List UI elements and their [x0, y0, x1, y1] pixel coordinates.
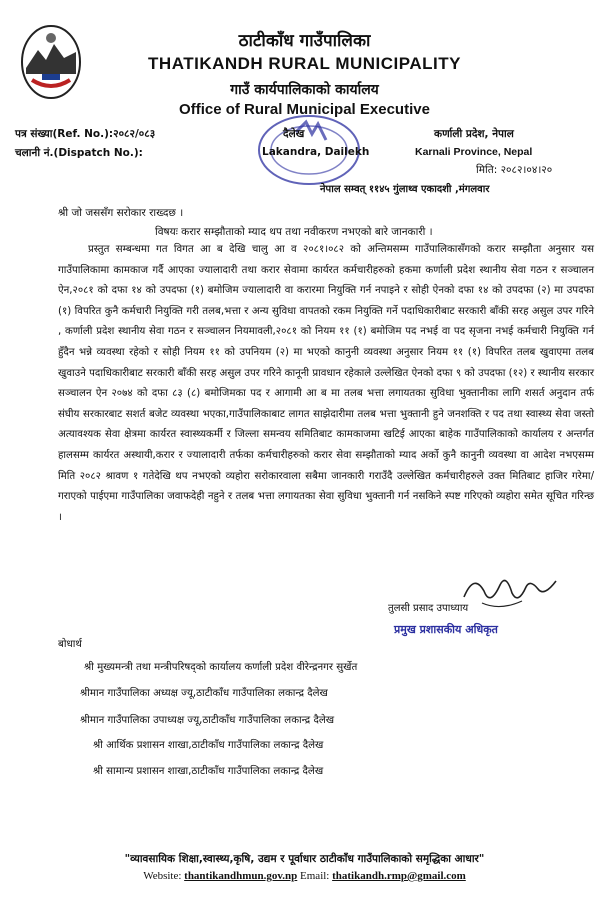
email-link[interactable]: thatikandh.rmp@gmail.com: [332, 870, 466, 882]
office-location-np: दैलेख: [283, 128, 305, 140]
nepal-samvat-date: नेपाल सम्वत् ११४५ गुंलाथ्व एकादशी ,मंगलवार: [320, 184, 490, 195]
province-en: Karnali Province, Nepal: [415, 146, 533, 158]
signatory-title: प्रमुख प्रशासकीय अधिकृत: [394, 623, 498, 636]
website-link[interactable]: thantikandhmun.gov.np: [184, 870, 298, 882]
municipality-name-np: ठाटीकाँध गाउँपालिका: [238, 31, 371, 51]
office-name-np: गाउँ कार्यपालिकाको कार्यालय: [230, 82, 379, 98]
office-location-en: Lakandra, Dailekh: [262, 146, 370, 158]
cc-item: श्री मुख्यमन्त्री तथा मन्त्रीपरिषद्को कार्यालय कर्णाली प्रदेश वीरेन्द्रनगर सुर्खेत: [84, 662, 358, 673]
cc-heading: बोधार्थ: [58, 639, 82, 650]
office-name-en: Office of Rural Municipal Executive: [179, 101, 430, 118]
letter-date: मिति: २०८२।०४।२०: [476, 164, 553, 176]
subject-line: विषयः करार सम्झौताको म्याद थप तथा नवीकरण नभएको बारे जानकारी ।: [155, 226, 433, 238]
recipient: श्री जो जससँग सरोकार राख्दछ ।: [58, 207, 184, 219]
website-label: Website:: [143, 870, 182, 882]
signatory-name: तुलसी प्रसाद उपाध्याय: [388, 603, 469, 614]
footer-contact: [0, 870, 609, 882]
dispatch-label: चलानी नं.(Dispatch No.):: [15, 147, 143, 159]
footer-slogan: "व्यावसायिक शिक्षा,स्वास्थ्य,कृषि, उद्यम र पूर्वाधार ठाटीकाँध गाउँपालिकाको समृद्धिका आधार": [124, 853, 485, 865]
cc-item: श्री आर्थिक प्रशासन शाखा,ठाटीकाँध गाउँपालिका लकान्द्र दैलेख: [93, 740, 324, 751]
cc-item: श्रीमान गाउँपालिका उपाध्यक्ष ज्यू,ठाटीकाँध गाउँपालिका लकान्द्र दैलेख: [80, 715, 335, 726]
municipality-name-en: THATIKANDH RURAL MUNICIPALITY: [148, 54, 461, 73]
email-label: Email:: [300, 870, 330, 882]
handwritten-signature-icon: [460, 567, 560, 613]
ref-no: [15, 127, 155, 141]
province-np: कर्णाली प्रदेश, नेपाल: [434, 128, 514, 140]
cc-item: श्री सामान्य प्रशासन शाखा,ठाटीकाँध गाउँपालिका लकान्द्र दैलेख: [93, 766, 324, 777]
letter-body: प्रस्तुत सम्बन्धमा गत विगत आ ब देखि चालु आ व २०८१।०८२ को अन्तिमसम्म गाउँपालिकासँगको करार सम्झौता अनुसार यस गाउँपालिकामा कामकाज गर्दै आएका ज्यालादारी तथा करार सेवामा कार्यरत कर्मचारीहरुको हकमा कर्णाली प्रदेश स्थानीय सेवा गठन र सञ्चालन ऐन,२०८१ को दफा १४ को उपदफा (१) बमोजिम ज्यालादारी वा करारमा नियुक्ति गर्न नपाइने र सोही ऐनको दफा १४ को उपदफा (२) मा उपदफा (१) विपरित कुनै कर्मचारी नियुक्ति गरी तलब,भत्ता र अन्य सुविधा वापतको रकम नियुक्ति गर्ने पदाधिकारीबाट सरकारी बाँकी सरह असुल उपर गरिने , कर्णाली प्रदेश स्थानीय सेवा गठन र सञ्चालन नियमावली,२०८१ को नियम ११ (१) बमोजिम पद नभई वा पद सृजना नभई कर्मचारी नियुक्ति गर्न हुँदैन भन्ने व्यवस्था रहेको र सोही नियम ११ को उपनियम (२) मा भएको कानुनी व्यवस्था अनुसार नियम ११ (१) विपरित तलब खुवाएमा तलब खुवाउने पदाधिकारीबाट सरकारी बाँकी सरह असुल उपर गरिने कानूनी प्रावधान रहेकाले उल्लेखित ऐनको दफा ९ को उपदफा (१२) र स्थानीय सरकार सञ्चालन ऐन २०७४ को दफा ८३ (८) बमोजिमका पद र आगामी आ ब मा तलब भत्ता लगायतका सुविधा भुक्तानीका लागि शसर्त अनुदान तर्फ संघीय सरकारबाट सशर्त बजेट व्यवस्था भएका,गाउँपालिकाबाट लागत साझेदारीमा तलब भत्ता भुक्तानी हुने जनशक्ति र पद तथा स्वास्थ्य सेवा जस्तो अत्यावश्यक सेवा क्षेत्रमा कार्यरत स्वास्थ्यकर्मी र जिल्ला समन्वय समितिबाट कामकाजमा खटिई आएका बाहेक गाउँपालिकाको कार्यालय र अन्तर्गत हालसम्म कार्यरत अस्थायी,करार र ज्यालादारी तर्फका कर्मचारीहरुको करार सेवा सम्झौताको म्याद अर्को कुनै कानुनी व्यवस्था वा आदेश नभएसम्म मिति २०८२ श्रावण १ गतेदेखि थप नभएको व्यहोरा सरोकारवाला सबैमा जानकारी गराउँदै उल्लेखित कर्मचारीहरुले उक्त मितिबाट हाजिर गरेमा/गराएको पाईएमा गाउँपालिका जवाफदेही नहुने र तलब भत्ता लगायतका सेवा सुविधा भुक्तानी गर्न नसकिने स्पष्ट गरिएको व्यहोरा समेत सूचित गरिन्छ ।: [58, 244, 594, 523]
ref-value: २०८२/०८३: [113, 128, 156, 140]
ref-label: पत्र संख्या(Ref. No.):: [15, 128, 114, 140]
cc-item: श्रीमान गाउँपालिका अध्यक्ष ज्यू,ठाटीकाँध गाउँपालिका लकान्द्र दैलेख: [80, 688, 328, 699]
